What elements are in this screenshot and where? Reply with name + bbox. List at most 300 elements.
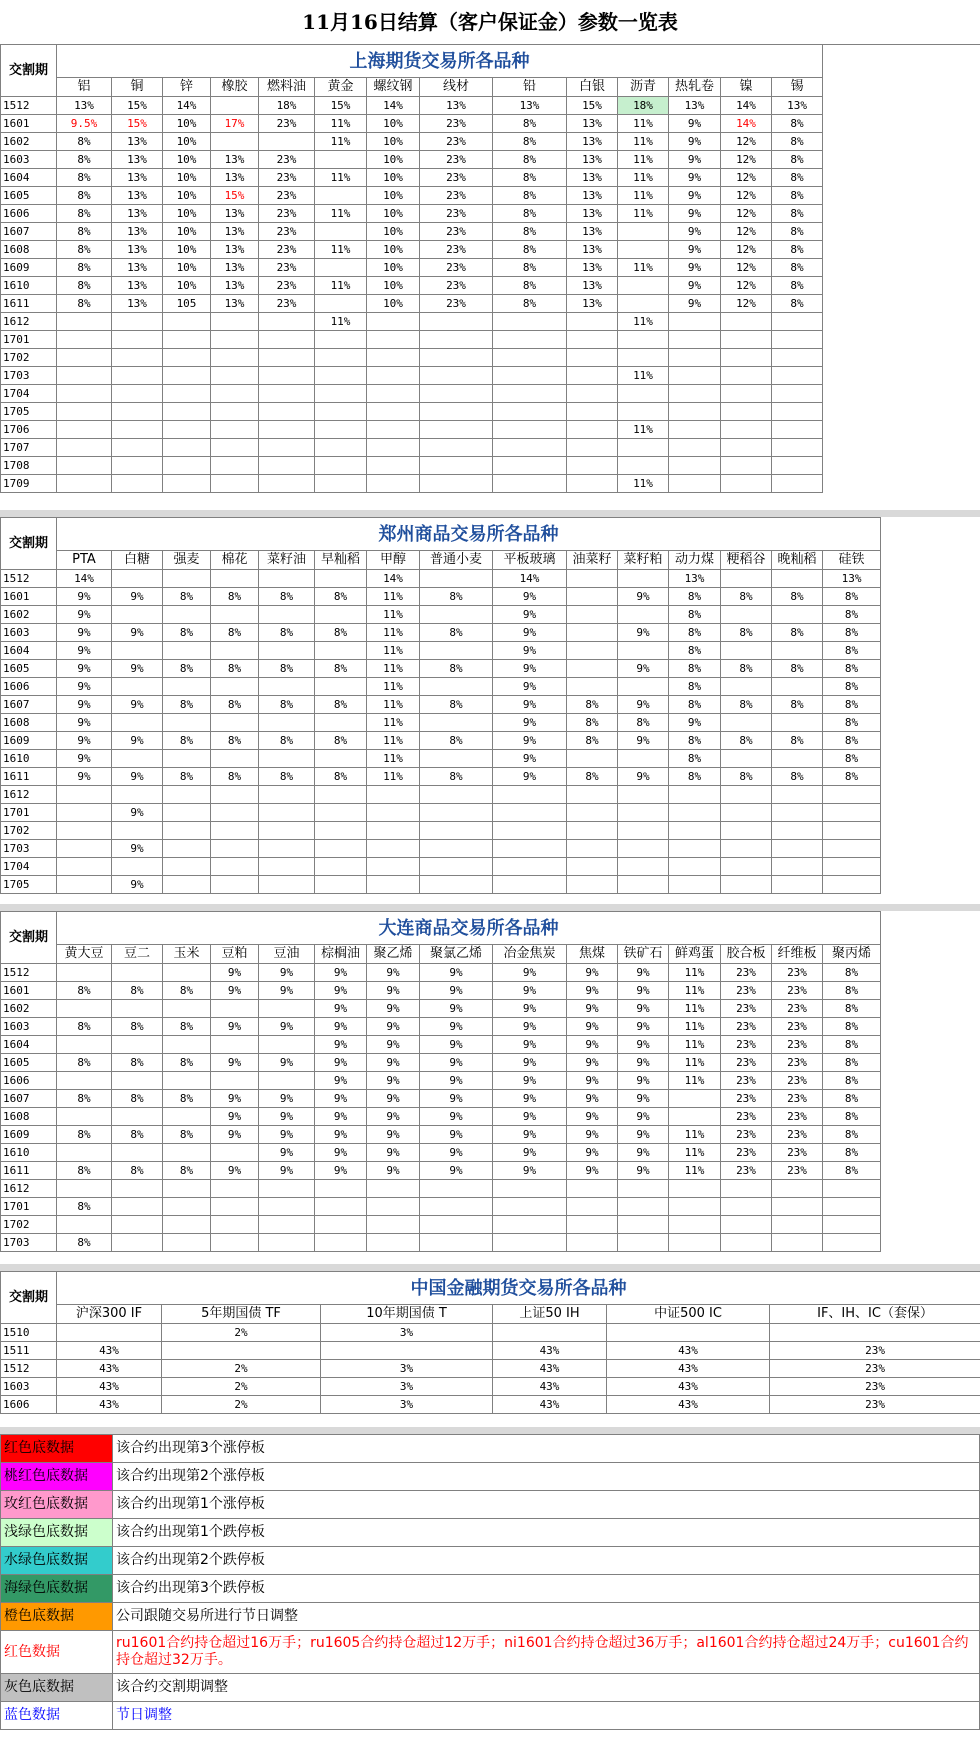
delivery-period: 1610 [1,277,57,295]
margin-rate-cell [420,642,493,660]
margin-rate-cell: 10% [163,277,211,295]
margin-rate-cell [259,804,315,822]
margin-rate-cell: 11% [367,642,420,660]
margin-rate-cell: 8% [163,1090,211,1108]
margin-rate-cell: 9% [57,678,112,696]
margin-rate-cell: 23% [259,151,315,169]
legend-description: 该合约出现第3个涨停板 [113,1435,980,1463]
margin-rate-cell [367,421,420,439]
margin-rate-cell [618,1180,669,1198]
margin-rate-cell: 8% [772,223,823,241]
product-header: IF、IH、IC（套保） [770,1305,980,1324]
margin-rate-cell [211,570,259,588]
margin-rate-cell: 15% [211,187,259,205]
margin-rate-cell: 43% [57,1396,162,1414]
margin-rate-cell [721,570,772,588]
margin-rate-cell [669,421,721,439]
margin-rate-cell: 9% [567,1018,618,1036]
margin-rate-cell [163,1198,211,1216]
margin-rate-cell [618,822,669,840]
section-divider [0,510,980,517]
margin-rate-cell: 3% [321,1324,493,1342]
margin-rate-cell [163,349,211,367]
margin-rate-cell: 9% [618,1108,669,1126]
margin-rate-cell [211,642,259,660]
margin-rate-cell [669,349,721,367]
legend-item [1,1603,980,1631]
margin-rate-cell [259,439,315,457]
margin-rate-cell [618,241,669,259]
margin-rate-cell: 23% [259,241,315,259]
margin-rate-cell [493,786,567,804]
margin-rate-cell: 9% [493,660,567,678]
delivery-period: 1603 [1,1018,57,1036]
margin-rate-cell: 23% [259,205,315,223]
margin-rate-cell [163,1072,211,1090]
margin-rate-cell [211,349,259,367]
margin-rate-cell [567,570,618,588]
margin-rate-cell [315,259,367,277]
margin-rate-cell: 23% [259,295,315,313]
delivery-period-header: 交割期 [1,1272,57,1324]
margin-rate-cell [721,475,772,493]
delivery-period: 1606 [1,205,57,223]
margin-rate-cell: 9% [420,982,493,1000]
margin-rate-cell [163,786,211,804]
legend-swatch-label: 浅绿色底数据 [1,1519,113,1547]
section-divider [0,1264,980,1271]
margin-rate-cell: 9% [367,1126,420,1144]
margin-rate-cell [211,750,259,768]
margin-rate-cell: 9% [618,964,669,982]
margin-rate-cell [112,457,163,475]
margin-rate-cell [567,660,618,678]
table-row [1,1216,881,1234]
margin-rate-cell [112,421,163,439]
margin-rate-cell: 23% [721,982,772,1000]
delivery-period: 1512 [1,97,57,115]
margin-rate-cell: 9% [315,1144,367,1162]
margin-rate-cell: 9% [211,1054,259,1072]
exchange-title: 郑州商品交易所各品种 [57,518,881,551]
product-header: 纤维板 [772,945,823,964]
margin-rate-cell [493,858,567,876]
exchange-title: 中国金融期货交易所各品种 [57,1272,980,1305]
margin-rate-cell: 9.5% [57,115,112,133]
margin-rate-cell [321,1342,493,1360]
margin-rate-cell: 8% [163,982,211,1000]
product-header: 镍 [721,78,772,97]
margin-rate-cell: 8% [823,1126,881,1144]
margin-rate-cell: 8% [112,1162,163,1180]
table-row [1,475,823,493]
margin-rate-cell [315,570,367,588]
margin-rate-cell [669,331,721,349]
delivery-period: 1602 [1,1000,57,1018]
delivery-period: 1612 [1,1180,57,1198]
margin-rate-cell [163,804,211,822]
margin-rate-cell: 8% [57,1126,112,1144]
margin-rate-cell [721,403,772,421]
margin-rate-cell [211,133,259,151]
legend-swatch-label: 水绿色底数据 [1,1547,113,1575]
margin-rate-cell: 9% [211,1162,259,1180]
margin-rate-cell: 9% [567,1108,618,1126]
margin-rate-cell [259,1216,315,1234]
margin-rate-cell: 9% [315,964,367,982]
margin-rate-cell: 10% [163,133,211,151]
delivery-period: 1702 [1,1216,57,1234]
product-header: 平板玻璃 [493,551,567,570]
product-header: 线材 [420,78,493,97]
margin-rate-cell: 8% [823,624,881,642]
margin-table-czce [0,517,881,894]
margin-rate-cell: 8% [772,732,823,750]
margin-rate-cell: 9% [669,241,721,259]
margin-rate-cell: 9% [618,660,669,678]
margin-rate-cell: 10% [163,205,211,223]
margin-rate-cell: 8% [721,732,772,750]
margin-rate-cell: 2% [162,1378,321,1396]
margin-rate-cell: 9% [112,732,163,750]
margin-rate-cell [669,475,721,493]
product-header: 硅铁 [823,551,881,570]
margin-rate-cell: 23% [772,964,823,982]
margin-rate-cell: 8% [259,696,315,714]
table-row [1,349,823,367]
margin-rate-cell: 11% [669,1018,721,1036]
margin-rate-cell: 43% [57,1342,162,1360]
margin-rate-cell: 11% [367,750,420,768]
margin-rate-cell: 9% [315,1018,367,1036]
margin-rate-cell: 23% [721,1036,772,1054]
margin-rate-cell: 9% [259,1108,315,1126]
margin-rate-cell [721,1198,772,1216]
margin-rate-cell [772,385,823,403]
margin-rate-cell: 9% [669,259,721,277]
margin-rate-cell: 23% [770,1396,980,1414]
exchange-title: 上海期货交易所各品种 [57,45,823,78]
margin-rate-cell [669,457,721,475]
delivery-period: 1606 [1,1072,57,1090]
margin-rate-cell [211,1198,259,1216]
margin-rate-cell [493,439,567,457]
product-header: 甲醇 [367,551,420,570]
margin-rate-cell [493,876,567,894]
delivery-period: 1702 [1,822,57,840]
delivery-period-header: 交割期 [1,912,57,964]
margin-rate-cell [669,439,721,457]
product-header: 铅 [493,78,567,97]
margin-rate-cell: 9% [493,1036,567,1054]
margin-rate-cell [57,457,112,475]
margin-rate-cell: 9% [211,1018,259,1036]
product-header: 黄大豆 [57,945,112,964]
margin-rate-cell [315,714,367,732]
margin-rate-cell: 9% [367,1144,420,1162]
legend-description: 该合约出现第1个涨停板 [113,1491,980,1519]
margin-rate-cell [618,876,669,894]
margin-rate-cell: 15% [315,97,367,115]
margin-rate-cell [211,331,259,349]
margin-rate-cell: 9% [567,1036,618,1054]
margin-rate-cell [721,1234,772,1252]
legend-description: 节日调整 [113,1702,980,1730]
product-header: 上证50 IH [493,1305,607,1324]
margin-rate-cell: 9% [669,115,721,133]
margin-rate-cell: 23% [420,277,493,295]
margin-rate-cell: 13% [112,169,163,187]
margin-rate-cell: 8% [112,982,163,1000]
margin-rate-cell [163,1216,211,1234]
margin-rate-cell: 9% [567,1126,618,1144]
margin-rate-cell: 23% [420,115,493,133]
margin-rate-cell: 10% [367,133,420,151]
margin-rate-cell: 8% [493,187,567,205]
margin-rate-cell: 8% [420,624,493,642]
margin-rate-cell: 13% [567,223,618,241]
delivery-period: 1602 [1,606,57,624]
margin-rate-cell [420,1198,493,1216]
margin-rate-cell [772,313,823,331]
margin-rate-cell: 13% [211,259,259,277]
margin-rate-cell [823,1180,881,1198]
margin-rate-cell: 8% [823,1018,881,1036]
margin-rate-cell: 9% [367,1000,420,1018]
margin-rate-cell [112,367,163,385]
margin-rate-cell [669,876,721,894]
margin-rate-cell [259,1234,315,1252]
delivery-period: 1610 [1,750,57,768]
delivery-period: 1606 [1,678,57,696]
table-row [1,421,823,439]
margin-rate-cell [163,964,211,982]
delivery-period: 1605 [1,1054,57,1072]
margin-rate-cell: 11% [669,1036,721,1054]
margin-rate-cell [163,421,211,439]
margin-rate-cell [211,858,259,876]
margin-rate-cell: 9% [493,1000,567,1018]
margin-rate-cell [772,876,823,894]
margin-rate-cell: 10% [163,169,211,187]
margin-rate-cell: 11% [315,169,367,187]
margin-rate-cell: 23% [772,1108,823,1126]
margin-rate-cell [669,804,721,822]
margin-rate-cell: 23% [259,115,315,133]
margin-rate-cell [772,714,823,732]
table-row [1,1090,881,1108]
margin-rate-cell: 8% [163,1018,211,1036]
margin-rate-cell: 9% [493,1072,567,1090]
margin-rate-cell: 23% [259,169,315,187]
margin-rate-cell [420,367,493,385]
margin-rate-cell [618,385,669,403]
margin-rate-cell: 8% [823,588,881,606]
margin-rate-cell: 8% [211,768,259,786]
margin-rate-cell: 8% [669,696,721,714]
margin-rate-cell [493,1198,567,1216]
legend-item [1,1491,980,1519]
exchange-title: 大连商品交易所各品种 [57,912,881,945]
delivery-period: 1703 [1,840,57,858]
margin-rate-cell [420,1180,493,1198]
margin-rate-cell [772,642,823,660]
margin-rate-cell: 13% [567,115,618,133]
margin-rate-cell: 13% [112,241,163,259]
margin-rate-cell [112,439,163,457]
margin-rate-cell: 13% [772,97,823,115]
margin-rate-cell: 9% [493,768,567,786]
margin-rate-cell [772,331,823,349]
margin-rate-cell [420,570,493,588]
margin-rate-cell [112,1198,163,1216]
margin-rate-cell [669,858,721,876]
margin-rate-cell: 8% [315,624,367,642]
delivery-period: 1704 [1,858,57,876]
margin-rate-cell [57,840,112,858]
margin-rate-cell: 9% [493,678,567,696]
margin-rate-cell: 8% [721,588,772,606]
margin-rate-cell [315,223,367,241]
legend-description: 该合约出现第2个涨停板 [113,1463,980,1491]
margin-rate-cell: 23% [721,1162,772,1180]
margin-rate-cell: 9% [315,1162,367,1180]
margin-rate-cell [567,313,618,331]
margin-rate-cell: 11% [669,982,721,1000]
margin-rate-cell [163,367,211,385]
margin-rate-cell [259,1000,315,1018]
margin-rate-cell: 23% [772,982,823,1000]
margin-rate-cell [770,1324,980,1342]
margin-rate-cell: 8% [493,277,567,295]
margin-rate-cell: 14% [721,97,772,115]
margin-rate-cell [669,822,721,840]
margin-rate-cell: 8% [57,1162,112,1180]
margin-rate-cell: 9% [367,1036,420,1054]
margin-rate-cell [112,1234,163,1252]
margin-rate-cell [57,367,112,385]
margin-rate-cell [211,1144,259,1162]
margin-rate-cell: 8% [163,696,211,714]
margin-rate-cell [420,349,493,367]
margin-rate-cell: 11% [618,367,669,385]
margin-rate-cell: 9% [57,768,112,786]
margin-rate-cell: 11% [618,169,669,187]
margin-rate-cell [163,678,211,696]
margin-rate-cell [315,367,367,385]
margin-rate-cell [493,385,567,403]
margin-rate-cell [211,1234,259,1252]
margin-rate-cell [420,750,493,768]
margin-rate-cell [112,403,163,421]
margin-rate-cell: 9% [669,169,721,187]
margin-rate-cell: 9% [420,1018,493,1036]
margin-rate-cell: 9% [493,750,567,768]
margin-rate-cell: 8% [57,1090,112,1108]
margin-rate-cell [259,331,315,349]
margin-rate-cell: 23% [259,187,315,205]
margin-rate-cell [772,840,823,858]
margin-rate-cell [259,1072,315,1090]
margin-rate-cell [772,750,823,768]
table-row [1,457,823,475]
margin-rate-cell: 9% [259,1054,315,1072]
margin-rate-cell [618,1216,669,1234]
margin-rate-cell: 8% [772,187,823,205]
margin-rate-cell [618,858,669,876]
product-header: 动力煤 [669,551,721,570]
margin-rate-cell [721,439,772,457]
margin-rate-cell [493,1234,567,1252]
page-title: 11月16日结算（客户保证金）参数一览表 [0,0,980,45]
margin-rate-cell: 23% [721,1018,772,1036]
margin-rate-cell [57,1324,162,1342]
margin-rate-cell [669,1108,721,1126]
table-row [1,187,823,205]
margin-rate-cell [259,367,315,385]
margin-rate-cell: 9% [112,588,163,606]
product-header: 铁矿石 [618,945,669,964]
margin-rate-cell: 11% [669,964,721,982]
margin-rate-cell [721,606,772,624]
margin-rate-cell [420,876,493,894]
margin-rate-cell: 9% [259,964,315,982]
margin-rate-cell: 11% [669,1126,721,1144]
margin-rate-cell [772,367,823,385]
margin-rate-cell [211,97,259,115]
margin-rate-cell: 9% [57,588,112,606]
margin-rate-cell [772,439,823,457]
margin-rate-cell: 12% [721,169,772,187]
product-header: PTA [57,551,112,570]
margin-rate-cell: 10% [367,277,420,295]
margin-rate-cell: 23% [721,1108,772,1126]
margin-rate-cell: 9% [618,732,669,750]
margin-rate-cell: 23% [420,259,493,277]
table-row [1,1234,881,1252]
margin-rate-cell [211,439,259,457]
margin-rate-cell: 10% [367,295,420,313]
margin-rate-cell: 9% [112,696,163,714]
delivery-period: 1607 [1,223,57,241]
margin-rate-cell [57,313,112,331]
margin-rate-cell: 13% [57,97,112,115]
margin-rate-cell: 8% [772,169,823,187]
margin-rate-cell [721,822,772,840]
margin-rate-cell: 8% [669,678,721,696]
margin-rate-cell [669,403,721,421]
margin-rate-cell [211,1216,259,1234]
margin-rate-cell: 11% [669,1072,721,1090]
margin-rate-cell: 8% [163,1126,211,1144]
margin-rate-cell: 8% [315,732,367,750]
margin-rate-cell: 8% [112,1054,163,1072]
margin-rate-cell: 43% [607,1342,770,1360]
margin-rate-cell: 9% [669,205,721,223]
margin-rate-cell: 11% [367,660,420,678]
margin-rate-cell [211,876,259,894]
margin-rate-cell [772,1234,823,1252]
margin-rate-cell [315,151,367,169]
margin-rate-cell [618,606,669,624]
margin-rate-cell: 3% [321,1396,493,1414]
margin-rate-cell: 23% [420,223,493,241]
margin-rate-cell: 14% [367,570,420,588]
table-row [1,151,823,169]
margin-rate-cell: 8% [315,660,367,678]
table-row [1,115,823,133]
margin-rate-cell [493,822,567,840]
